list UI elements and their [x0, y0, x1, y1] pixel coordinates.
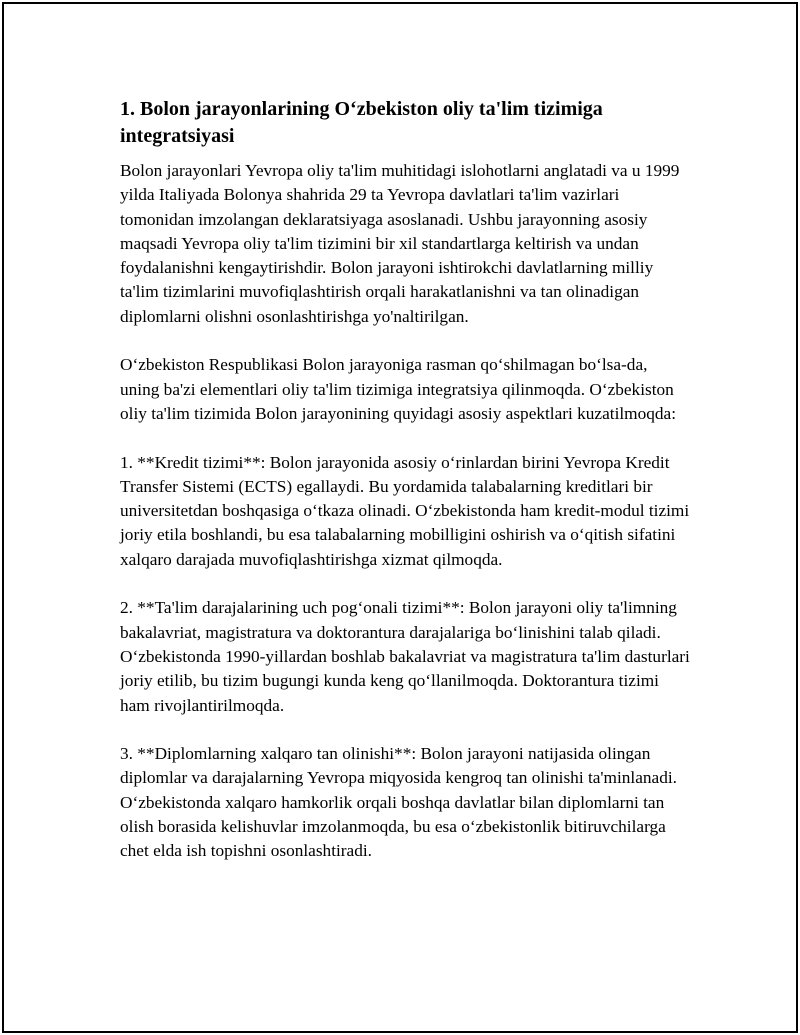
section-heading: 1. Bolon jarayonlarining O‘zbekiston oliy ta'lim tizimiga integratsiyasi [120, 98, 603, 147]
paragraph-credit-system: 1. **Kredit tizimi**: Bolon jarayonida asosiy o‘rinlardan birini Yevropa Kredit Transfer Sistemi (ECTS) egallaydi. Bu yordamida talabalarning kreditlari bir universitetdan boshqasiga o‘tkaza olinadi. O‘zbekistonda ham kredit-modul tizimi joriy etila boshlandi, bu esa talabalarning mobilligini oshirish va o‘qitish sifatini xalqaro darajada muvofiqlashtirishga xizmat qilmoqda. [120, 452, 690, 569]
document-body [120, 96, 690, 864]
paragraph-uzbekistan-overview: O‘zbekiston Respublikasi Bolon jarayoniga rasman qo‘shilmagan bo‘lsa-da, uning ba'zi elementlari oliy ta'lim tizimiga integratsiya qilinmoqda. O‘zbekiston oliy ta'lim tizimida Bolon jarayonining quyidagi asosiy aspektlari kuzatilmoqda: [120, 355, 677, 423]
paragraph-degree-levels: 2. **Ta'lim darajalarining uch pog‘onali tizimi**: Bolon jarayoni oliy ta'limning bakalavriat, magistratura va doktorantura darajalariga bo‘linishini talab qiladi. O‘zbekistonda 1990-yillardan boshlab bakalavriat va magistratura ta'lim dasturlari joriy etilib, bu tizim bugungi kunda keng qo‘llanilmoqda. Doktorantura tizimi ham rivojlantirilmoqda. [120, 598, 690, 715]
document-page [2, 2, 798, 1033]
paragraph-diploma-recognition: 3. **Diplomlarning xalqaro tan olinishi**: Bolon jarayoni natijasida olingan diplomlar va darajalarning Yevropa miqyosida kengroq tan olinishi ta'minlanadi. O‘zbekistonda xalqaro hamkorlik orqali boshqa davlatlar bilan diplomlarni tan olish borasida kelishuvlar imzolanmoqda, bu esa o‘zbekistonlik bitiruvchilarga chet elda ish topishni osonlashtiradi. [120, 744, 677, 861]
paragraph-bolon-intro: Bolon jarayonlari Yevropa oliy ta'lim muhitidagi islohotlarni anglatadi va u 1999 yilda Italiyada Bolonya shahrida 29 ta Yevropa davlatlari ta'lim vazirlari tomonidan imzolangan deklaratsiyaga asoslanadi. Ushbu jarayonning asosiy maqsadi Yevropa oliy ta'lim tizimini bir xil standartlarga keltirish va undan foydalanishni kengaytirishdir. Bolon jarayoni ishtirokchi davlatlarning milliy ta'lim tizimlarini muvofiqlashtirish orqali harakatlanishni va tan olinadigan diplomlarni olishni osonlashtirishga yo'naltirilgan. [120, 161, 680, 326]
